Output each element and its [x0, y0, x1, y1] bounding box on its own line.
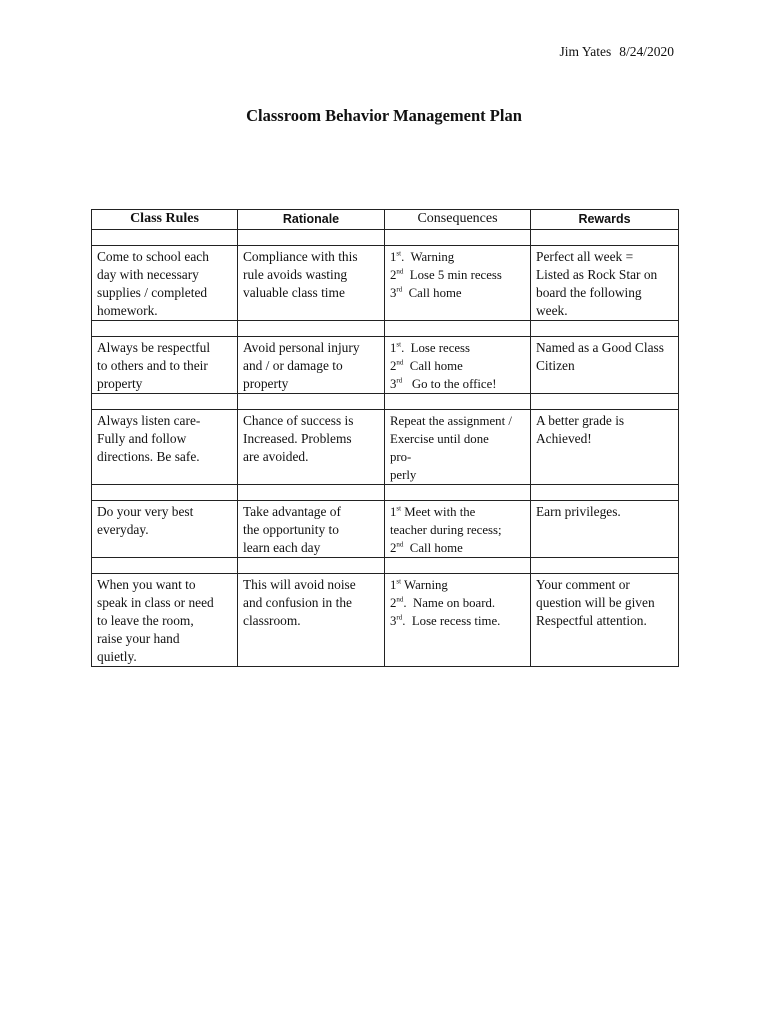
spacer-cell: [531, 558, 679, 574]
consequence-text: Repeat the assignment /: [390, 414, 512, 428]
consequence-text: Warning: [401, 578, 448, 592]
reward-cell: [531, 410, 679, 485]
cell-text-line: Perfect all week =: [536, 249, 634, 264]
ordinal-number: 1: [390, 250, 397, 264]
rationale-cell: [238, 501, 385, 558]
cell-text-line: classroom.: [243, 613, 301, 628]
spacer-cell: [238, 485, 385, 501]
cell-text-line: to leave the room,: [97, 613, 194, 628]
cell-text-line: board the following: [536, 285, 642, 300]
cell-text-line: Always listen care-: [97, 413, 201, 428]
cell-text-line: question will be given: [536, 595, 655, 610]
spacer-cell: [92, 394, 238, 410]
ordinal-suffix: nd: [396, 358, 404, 367]
consequences-cell: [385, 246, 531, 321]
cell-text-line: Earn privileges.: [536, 504, 621, 519]
rule-cell: [92, 410, 238, 485]
consequence-line: [390, 412, 525, 430]
author-name: Jim Yates: [559, 44, 612, 59]
spacer-cell: [531, 485, 679, 501]
cell-text-line: quietly.: [97, 649, 137, 664]
cell-text-line: property: [243, 376, 289, 391]
ordinal-suffix: st: [396, 340, 402, 349]
cell-text-line: Always be respectful: [97, 340, 211, 355]
rationale-cell: [238, 246, 385, 321]
ordinal-suffix: st: [396, 577, 402, 586]
cell-text-line: supplies / completed: [97, 285, 208, 300]
cell-text-line: Citizen: [536, 358, 575, 373]
spacer-row: [92, 230, 679, 246]
cell-text-line: Respectful attention.: [536, 613, 647, 628]
consequence-text: Exercise until done: [390, 432, 489, 446]
table-header-row: [92, 210, 679, 230]
consequence-line: [390, 339, 525, 357]
consequences-cell: [385, 337, 531, 394]
consequence-text: Call home: [403, 541, 463, 555]
spacer-cell: [531, 321, 679, 337]
ordinal-suffix: nd: [396, 540, 404, 549]
table-row: [92, 337, 679, 394]
cell-text-line: are avoided.: [243, 449, 309, 464]
ordinal-number: 3: [390, 377, 397, 391]
spacer-cell: [385, 394, 531, 410]
spacer-cell: [92, 321, 238, 337]
table-row: [92, 574, 679, 667]
rule-cell: [92, 501, 238, 558]
column-header-consequences: Consequences: [385, 210, 531, 230]
ordinal-number: 3: [390, 286, 397, 300]
consequence-text: pro-: [390, 450, 412, 464]
spacer-row: [92, 485, 679, 501]
consequence-text: teacher during recess;: [390, 523, 502, 537]
consequence-line: [390, 248, 525, 266]
reward-cell: [531, 574, 679, 667]
ordinal-suffix: nd: [396, 595, 404, 604]
spacer-cell: [531, 394, 679, 410]
spacer-cell: [92, 558, 238, 574]
column-header-class-rules: Class Rules: [92, 210, 238, 230]
cell-text-line: Listed as Rock Star on: [536, 267, 658, 282]
consequence-text: . Name on board.: [403, 596, 496, 610]
consequence-line: [390, 266, 525, 284]
reward-cell: [531, 501, 679, 558]
behavior-plan-table: [91, 209, 679, 667]
cell-text-line: speak in class or need: [97, 595, 214, 610]
consequence-line: [390, 576, 525, 594]
ordinal-suffix: st: [396, 249, 402, 258]
cell-text-line: and confusion in the: [243, 595, 352, 610]
rule-cell: [92, 574, 238, 667]
cell-text-line: Come to school each: [97, 249, 209, 264]
cell-text-line: homework.: [97, 303, 158, 318]
consequence-line: [390, 594, 525, 612]
ordinal-number: 3: [390, 614, 397, 628]
consequence-text: Meet with the: [401, 505, 476, 519]
ordinal-suffix: rd: [396, 613, 403, 622]
cell-text-line: the opportunity to: [243, 522, 339, 537]
ordinal-number: 1: [390, 505, 397, 519]
spacer-cell: [385, 230, 531, 246]
rationale-cell: [238, 574, 385, 667]
spacer-row: [92, 321, 679, 337]
spacer-cell: [238, 321, 385, 337]
ordinal-number: 2: [390, 359, 397, 373]
rationale-cell: [238, 410, 385, 485]
cell-text-line: property: [97, 376, 143, 391]
spacer-cell: [238, 558, 385, 574]
consequence-text: Go to the office!: [402, 377, 497, 391]
table-body: [92, 230, 679, 667]
rule-cell: [92, 246, 238, 321]
table-row: [92, 410, 679, 485]
ordinal-number: 1: [390, 341, 397, 355]
consequence-text: Call home: [402, 286, 462, 300]
spacer-cell: [385, 558, 531, 574]
reward-cell: [531, 246, 679, 321]
document-title: Classroom Behavior Management Plan: [246, 106, 522, 125]
cell-text-line: directions. Be safe.: [97, 449, 200, 464]
consequence-line: [390, 430, 525, 448]
spacer-row: [92, 558, 679, 574]
cell-text-line: Your comment or: [536, 577, 630, 592]
ordinal-suffix: rd: [396, 285, 403, 294]
consequence-line: [390, 503, 525, 521]
document-date: 8/24/2020: [619, 44, 674, 59]
spacer-cell: [238, 230, 385, 246]
cell-text-line: Take advantage of: [243, 504, 341, 519]
column-header-rationale: Rationale: [238, 210, 385, 230]
spacer-cell: [92, 230, 238, 246]
cell-text-line: everyday.: [97, 522, 149, 537]
author-date-line: [559, 44, 674, 60]
cell-text-line: A better grade is: [536, 413, 625, 428]
spacer-cell: [238, 394, 385, 410]
consequence-line: [390, 521, 525, 539]
cell-text-line: Compliance with this: [243, 249, 358, 264]
spacer-cell: [385, 321, 531, 337]
consequence-text: . Warning: [401, 250, 455, 264]
table-row: [92, 246, 679, 321]
cell-text-line: and / or damage to: [243, 358, 343, 373]
spacer-cell: [92, 485, 238, 501]
cell-text-line: Achieved!: [536, 431, 592, 446]
consequence-text: . Lose recess: [401, 341, 471, 355]
ordinal-number: 2: [390, 541, 397, 555]
reward-cell: [531, 337, 679, 394]
cell-text-line: Named as a Good Class: [536, 340, 664, 355]
table-row: [92, 501, 679, 558]
consequences-cell: [385, 574, 531, 667]
cell-text-line: day with necessary: [97, 267, 199, 282]
column-header-rewards: Rewards: [531, 210, 679, 230]
consequence-line: [390, 466, 525, 484]
rationale-cell: [238, 337, 385, 394]
ordinal-number: 2: [390, 596, 397, 610]
consequence-line: [390, 357, 525, 375]
consequence-text: Call home: [403, 359, 463, 373]
ordinal-number: 1: [390, 578, 397, 592]
rule-cell: [92, 337, 238, 394]
ordinal-number: 2: [390, 268, 397, 282]
consequence-line: [390, 284, 525, 302]
consequence-line: [390, 375, 525, 393]
cell-text-line: rule avoids wasting: [243, 267, 348, 282]
consequence-line: [390, 612, 525, 630]
cell-text-line: learn each day: [243, 540, 321, 555]
cell-text-line: to others and to their: [97, 358, 208, 373]
cell-text-line: raise your hand: [97, 631, 180, 646]
consequence-text: Lose 5 min recess: [403, 268, 502, 282]
spacer-cell: [385, 485, 531, 501]
cell-text-line: week.: [536, 303, 568, 318]
consequence-text: . Lose recess time.: [402, 614, 501, 628]
spacer-row: [92, 394, 679, 410]
consequence-text: perly: [390, 468, 417, 482]
consequences-cell: [385, 501, 531, 558]
cell-text-line: Fully and follow: [97, 431, 187, 446]
consequences-cell: [385, 410, 531, 485]
cell-text-line: This will avoid noise: [243, 577, 356, 592]
cell-text-line: valuable class time: [243, 285, 345, 300]
consequence-line: [390, 448, 525, 466]
cell-text-line: Increased. Problems: [243, 431, 352, 446]
spacer-cell: [531, 230, 679, 246]
cell-text-line: When you want to: [97, 577, 196, 592]
ordinal-suffix: rd: [396, 376, 403, 385]
ordinal-suffix: st: [396, 504, 402, 513]
cell-text-line: Chance of success is: [243, 413, 354, 428]
consequence-line: [390, 539, 525, 557]
cell-text-line: Avoid personal injury: [243, 340, 360, 355]
ordinal-suffix: nd: [396, 267, 404, 276]
cell-text-line: Do your very best: [97, 504, 194, 519]
